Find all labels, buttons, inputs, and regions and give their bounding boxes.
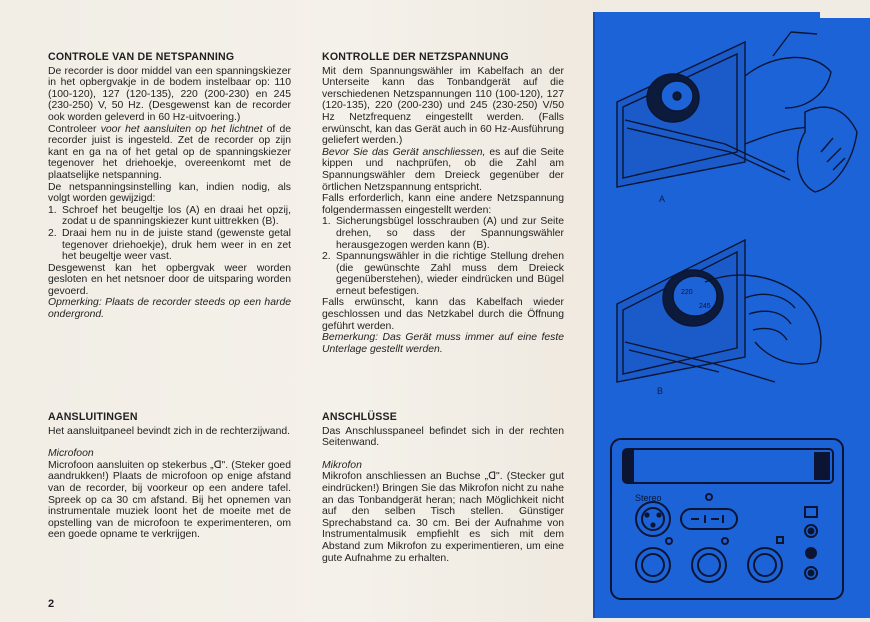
page-corner: [820, 0, 870, 18]
dutch-voltage-heading: CONTROLE VAN DE NETSPANNING: [48, 51, 235, 63]
step-text: Schroef het beugeltje los (A) en draai het opzij, zodat u de spanningskiezer kunt uittrekken (B).: [62, 204, 291, 228]
dutch-connections-intro: Het aansluitpaneel bevindt zich in de rechterzijwand.: [48, 425, 291, 437]
dutch-connections-heading: AANSLUITINGEN: [48, 411, 138, 423]
dutch-check-italic: voor het aansluiten op het lichtnet: [100, 123, 263, 135]
dutch-check-suffix: of de recorder juist is ingesteld. Zet de recorder op zijn kant en ga na of het getal op de spanningskiezer tegenover het driehoekje, overeenkomt met de plaatselijke netspanning.: [48, 123, 292, 181]
german-voltage-close: Falls erwünscht, kann das Kabelfach wieder geschlossen und das Netzkabel durch die Öffnung geführt werden.: [322, 297, 564, 332]
dutch-mic-subheading: Microfoon: [48, 448, 94, 460]
german-step: [322, 251, 564, 297]
figure-a-label: A: [659, 194, 666, 204]
german-mic-text: Mikrofon anschliessen an Buchse „ᗡ". (Stecker gut eindrücken!) Bringen Sie das Mikrofon nicht zu nahe an das Tonbandgerät heran; nach Möglichkeit nicht auf den selben Tisch stellen. Günstiger Sprechabstand ca. 30 cm. Bei der Aufnahme von Instrumentalmusik empfiehlt es sich mit dem Abstand zum Mikrofon zu experimentieren, um eine gute Aufnahme zu erhalten.: [322, 471, 564, 564]
german-check-italic: Bevor Sie das Gerät anschliessen,: [322, 146, 486, 158]
german-voltage-heading: KONTROLLE DER NETZSPANNUNG: [322, 51, 509, 63]
german-voltage-section: [322, 52, 564, 355]
german-voltage-check: [322, 147, 564, 193]
dutch-voltage-close: Desgewenst kan het opbergvak weer worden gesloten en het netsnoer door de uitsparing worden gevoerd.: [48, 262, 291, 297]
svg-text:220: 220: [681, 289, 693, 296]
figure-b-label: B: [657, 386, 664, 396]
step-number: 2.: [48, 227, 57, 239]
dutch-connections-section: [48, 412, 291, 541]
dutch-mic-text: Microfoon aansluiten op stekerbus „ᗡ". (Steker goed aandrukken!) Plaats de microfoon op enige afstand van de recorder, bij voorkeur op een andere tafel. Spreek op ca 30 cm afstand. Bij het opnemen van instrumentale muziek loont het de moeite met de opstelling van de microfoon te experimenteren, om een goede opname te verkrijgen.: [48, 459, 291, 541]
connection-panel-illustration: [595, 437, 870, 607]
dutch-voltage-check: [48, 124, 291, 182]
step-text: Draai hem nu in de juiste stand (gewenste getal tegenover driehoekje), druk hem weer in en zet het beugeltje weer vast.: [62, 227, 291, 263]
german-connections-section: [322, 412, 564, 564]
illustration-panel: [593, 12, 870, 618]
german-step: [322, 216, 564, 251]
dutch-voltage-section: [48, 52, 291, 321]
german-voltage-change-intro: Falls erforderlich, kann eine andere Netzspannung folgendermassen eingestellt werden:: [322, 193, 564, 216]
step-text: Sicherungsbügel losschrauben (A) und zur Seite drehen, so dass der Spannungswähler herausgezogen werden kann (B).: [336, 216, 564, 251]
german-connections-intro: Das Anschlusspaneel befindet sich in der rechten Seitenwand.: [322, 425, 564, 449]
german-voltage-note: Bemerkung: Das Gerät muss immer auf eine feste Unterlage gestellt werden.: [322, 332, 564, 355]
dutch-steps-list: [48, 205, 291, 263]
german-steps-list: [322, 216, 564, 297]
dutch-voltage-note: Opmerking: Plaats de recorder steeds op een harde ondergrond.: [48, 297, 291, 321]
dutch-voltage-intro: De recorder is door middel van een spanningskiezer in het opbergvakje in de bodem instelbaar op: 110 (100-120), 127 (120-135), 220 (200-230) en 245 (230-250) V, 50 Hz. (Desgewenst kan de recorder ook worden geleverd in 60 Hz-uitvoering.): [48, 65, 291, 123]
page-number: 2: [48, 598, 55, 610]
svg-text:245: 245: [699, 303, 711, 310]
step-number: 1.: [322, 216, 331, 228]
dutch-step: [48, 205, 291, 228]
figure-b-illustration: [595, 212, 870, 392]
german-check-suffix: es auf die Seite kippen und nachprüfen, ob die Zahl am Spannungswähler dem Dreieck gegenüber der örtlichen Netzspannung entspricht.: [322, 146, 565, 193]
step-number: 2.: [322, 251, 331, 263]
stereo-label: Stereo: [635, 493, 662, 503]
dutch-voltage-change-intro: De netspanningsinstelling kan, indien nodig, als volgt worden gewijzigd:: [48, 181, 291, 205]
german-connections-heading: ANSCHLÜSSE: [322, 411, 397, 423]
step-text: Spannungswähler in die richtige Stellung drehen (die gewünschte Zahl muss dem Dreieck gegenüberstehen), wieder eindrücken und Bügel erneut befestigen.: [336, 251, 564, 297]
german-voltage-intro: Mit dem Spannungswähler im Kabelfach an der Unterseite kann das Tonbandgerät auf die verschiedenen Netzspannungen 110 (100-120), 127 (120-135), 220 (200-230) und 245 (230-250) V/50 Hz Netzfrequenz eingestellt werden. (Falls erwünscht, kan das Gerät auch in 60 Hz-Ausführung geliefert werden.): [322, 65, 564, 147]
step-number: 1.: [48, 204, 57, 216]
dutch-step: [48, 228, 291, 263]
figure-a-illustration: [595, 12, 870, 212]
german-mic-subheading: Mikrofon: [322, 459, 362, 471]
dutch-check-prefix: Controleer: [48, 123, 101, 135]
